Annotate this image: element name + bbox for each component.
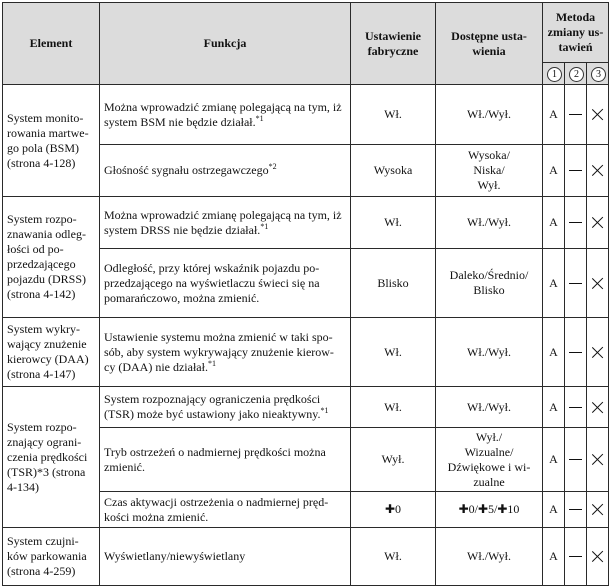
method-col-1 — [543, 63, 565, 85]
function-text: Wyświetlany/niewyświetlany — [104, 549, 246, 563]
dash-mark-icon — [569, 407, 582, 408]
method-2-cell — [565, 492, 587, 528]
dash-mark-icon — [569, 170, 582, 171]
header-element: Element — [3, 3, 100, 85]
cross-mark-icon — [591, 164, 604, 177]
element-cell: System monito- rowania martwe- go pola (BSM) (strona 4-128) — [3, 85, 100, 197]
dash-mark-icon — [569, 352, 582, 353]
element-cell: System rozpo- znający ograni- czenia prędkości (TSR)*3 (strona 4-134) — [3, 387, 100, 528]
dash-mark-icon — [569, 283, 582, 284]
footnote-mark: *1 — [260, 221, 269, 231]
method-3-cell — [587, 249, 609, 318]
method-3-cell — [587, 492, 609, 528]
header-available-settings: Dostępne usta- wienia — [436, 3, 543, 85]
dash-mark-icon — [569, 114, 582, 115]
function-cell — [100, 387, 351, 428]
dash-mark-icon — [569, 556, 582, 557]
available-settings-cell: Wł./Wył. — [436, 85, 543, 145]
function-cell — [100, 528, 351, 586]
function-cell — [100, 492, 351, 528]
available-settings-cell: ✚0/✚5/✚10 — [436, 492, 543, 528]
method-2-cell — [565, 145, 587, 197]
header-factory-setting: Ustawienie fabryczne — [351, 3, 436, 85]
function-text: Czas aktywacji ostrzeżenia o nadmiernej pręd- kości można zmienić. — [104, 494, 329, 524]
circled-number: 3 — [591, 67, 606, 82]
cross-mark-icon — [591, 503, 604, 516]
table-header-row — [3, 3, 609, 63]
cross-mark-icon — [591, 346, 604, 359]
method-col-2 — [565, 63, 587, 85]
function-cell — [100, 145, 351, 197]
method-3-cell — [587, 197, 609, 249]
footnote-mark: *1 — [320, 406, 329, 415]
function-cell — [100, 318, 351, 387]
function-text: System rozpoznający ograniczenia prędkości (TSR) może być ustawiony jako nieaktywny. — [104, 392, 321, 421]
cross-mark-icon — [591, 453, 604, 466]
available-settings-cell: Wysoka/ Niska/ Wył. — [436, 145, 543, 197]
cross-mark-icon — [591, 216, 604, 229]
element-cell: System wykry- wający znużenie kierowcy (DAA) (strona 4-147) — [3, 318, 100, 387]
available-settings-cell: Wł./Wył. — [436, 528, 543, 586]
function-text: Głośność sygnału ostrzegawczego — [104, 163, 269, 177]
method-3-cell — [587, 528, 609, 586]
method-1-cell: A — [543, 492, 565, 528]
dash-mark-icon — [569, 509, 582, 510]
method-2-cell — [565, 249, 587, 318]
available-settings-cell: Wł./Wył. — [436, 318, 543, 387]
method-3-cell — [587, 85, 609, 145]
method-2-cell — [565, 85, 587, 145]
method-1-cell: A — [543, 528, 565, 586]
available-settings-cell: Daleko/Średnio/ Blisko — [436, 249, 543, 318]
function-text: Można wprowadzić zmianę polegającą na tym, iż system BSM nie będzie działał. — [104, 99, 342, 129]
function-cell — [100, 249, 351, 318]
available-settings-cell: Wł./Wył. — [436, 387, 543, 428]
header-change-method: Metoda zmiany us- tawień — [543, 3, 609, 63]
settings-table — [2, 2, 609, 586]
table-row — [3, 528, 609, 586]
function-text: Ustawienie systemu można zmienić w taki spo- sób, aby system wykrywający znużenie kierow- cy (DAA) nie działał. — [104, 329, 334, 374]
dash-mark-icon — [569, 222, 582, 223]
method-2-cell — [565, 197, 587, 249]
function-cell — [100, 428, 351, 492]
method-3-cell — [587, 387, 609, 428]
method-3-cell — [587, 318, 609, 387]
method-col-3 — [587, 63, 609, 85]
table-body — [3, 85, 609, 586]
method-1-cell: A — [543, 197, 565, 249]
method-1-cell: A — [543, 387, 565, 428]
available-settings-cell: Wył./ Wizualne/ Dźwiękowe i wi- zualne — [436, 428, 543, 492]
factory-setting-cell: Wł. — [351, 387, 436, 428]
table-row — [3, 85, 609, 145]
circled-number: 1 — [547, 67, 562, 82]
function-text: Tryb ostrzeżeń o nadmiernej prędkości można zmienić. — [104, 444, 326, 474]
method-1-cell: A — [543, 428, 565, 492]
circled-number: 2 — [569, 67, 584, 82]
method-2-cell — [565, 318, 587, 387]
footnote-mark: *1 — [255, 113, 264, 123]
factory-setting-cell: Wył. — [351, 428, 436, 492]
cross-mark-icon — [591, 108, 604, 121]
cross-mark-icon — [591, 550, 604, 563]
dash-mark-icon — [569, 459, 582, 460]
factory-setting-cell: Wł. — [351, 318, 436, 387]
element-cell: System rozpo- znawania odleg- łości od po- przedzającego pojazdu (DRSS) (strona 4-142) — [3, 197, 100, 318]
footnote-mark: *1 — [207, 358, 216, 368]
table-row — [3, 318, 609, 387]
factory-setting-cell: Wł. — [351, 528, 436, 586]
function-text: Odległość, przy której wskaźnik pojazdu po- przedzającego na wyświetlaczu świeci się na pomarańczowo, można zmienić. — [104, 260, 320, 305]
method-1-cell: A — [543, 145, 565, 197]
function-cell — [100, 197, 351, 249]
function-cell — [100, 85, 351, 145]
factory-setting-cell: Blisko — [351, 249, 436, 318]
footnote-mark: *2 — [268, 162, 277, 171]
factory-setting-cell: ✚0 — [351, 492, 436, 528]
method-1-cell: A — [543, 249, 565, 318]
cross-mark-icon — [591, 401, 604, 414]
table-row — [3, 387, 609, 428]
table-row — [3, 197, 609, 249]
function-text: Można wprowadzić zmianę polegającą na tym, iż system DRSS nie będzie działał. — [104, 207, 342, 237]
cross-mark-icon — [591, 277, 604, 290]
factory-setting-cell: Wysoka — [351, 145, 436, 197]
method-2-cell — [565, 528, 587, 586]
method-1-cell: A — [543, 85, 565, 145]
method-3-cell — [587, 145, 609, 197]
available-settings-cell: Wł./Wył. — [436, 197, 543, 249]
method-2-cell — [565, 387, 587, 428]
factory-setting-cell: Wł. — [351, 85, 436, 145]
method-3-cell — [587, 428, 609, 492]
factory-setting-cell: Wł. — [351, 197, 436, 249]
header-function: Funkcja — [100, 3, 351, 85]
element-cell: System czujni- ków parkowania (strona 4-259) — [3, 528, 100, 586]
method-1-cell: A — [543, 318, 565, 387]
method-2-cell — [565, 428, 587, 492]
